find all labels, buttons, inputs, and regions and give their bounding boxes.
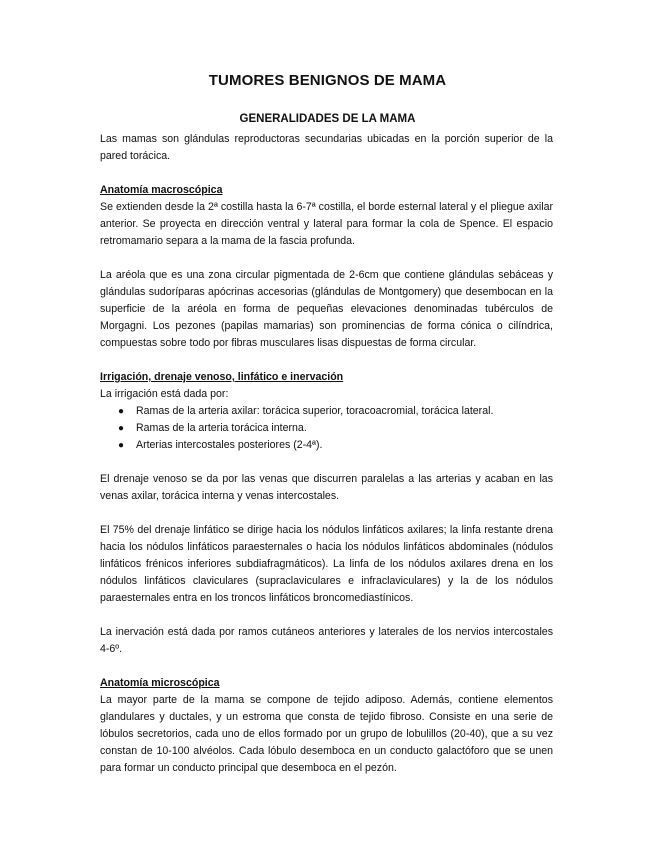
irrigacion-intro: La irrigación está dada por:: [100, 388, 229, 400]
heading-anatomia-macroscopica: Anatomía macroscópica: [100, 184, 223, 196]
drenaje-venoso-paragraph: El drenaje venoso se da por las venas que discurren paralelas a las arterias y acaban en las venas axilar, torácica interna y venas intercostales.: [100, 473, 553, 502]
list-item: ● Ramas de la arteria axilar: torácica superior, toracoacromial, torácica lateral.: [100, 403, 553, 420]
heading-irrigacion: Irrigación, drenaje venoso, linfático e inervación: [100, 371, 344, 383]
inervacion-paragraph: La inervación está dada por ramos cutáneos anteriores y laterales de los nervios intercostales 4-6º.: [100, 626, 553, 655]
intro-paragraph: Las mamas son glándulas reproductoras secundarias ubicadas en la porción superior de la pared torácica.: [100, 133, 553, 162]
bullet-icon: ●: [118, 423, 125, 434]
drenaje-linfatico-paragraph: El 75% del drenaje linfático se dirige hacia los nódulos linfáticos axilares; la linfa restante drena hacia los nódulos linfáticos paraesternales o hacia los nódulos linfáticos abdominales (nódulos linfáticos frénicos inferiores subdiafragmáticos). La linfa de los nódulos axilares drena en los nódulos linfáticos claviculares (supraclaviculares e infraclaviculares) y la de los nódulos paraesternales entra en los troncos linfáticos broncomediastínicos.: [100, 524, 553, 604]
section-title-generalidades: GENERALIDADES DE LA MAMA: [239, 113, 416, 125]
document-title: TUMORES BENIGNOS DE MAMA: [208, 72, 447, 89]
irrigacion-list: [100, 403, 553, 454]
bullet-icon: ●: [118, 440, 125, 451]
macro-paragraph-2: La aréola que es una zona circular pigmentada de 2-6cm que contiene glándulas sebáceas y glándulas sudoríparas apócrinas accesorias (glándulas de Montgomery) que desembocan en la superficie de la aréola en forma de pequeñas elevaciones denominadas tubérculos de Morgagni. Los pezones (papilas mamarias) son prominencias de forma cónica o cilíndrica, compuestas sobre todo por fibras musculares lisas dispuestas de forma circular.: [100, 269, 553, 349]
list-item: ● Ramas de la arteria torácica interna.: [100, 420, 553, 437]
macro-paragraph-1: Se extienden desde la 2ª costilla hasta la 6-7ª costilla, el borde esternal lateral y el pliegue axilar anterior. Se proyecta en dirección ventral y lateral para formar la cola de Spence. El espacio retromamario separa a la mama de la fascia profunda.: [100, 201, 553, 247]
list-item: ● Arterias intercostales posteriores (2-4ª).: [100, 437, 553, 454]
micro-paragraph-1: La mayor parte de la mama se compone de tejido adiposo. Además, contiene elementos glandulares y ductales, y un estroma que consta de tejido fibroso. Consiste en una serie de lóbulos secretorios, cada uno de ellos formado por un grupo de lobulillos (20-40), que a su vez constan de 10-100 alvéolos. Cada lóbulo desemboca en un conducto galactóforo que se unen para formar un conducto principal que desemboca en el pezón.: [100, 694, 553, 774]
heading-anatomia-microscopica: Anatomía microscópica: [100, 677, 220, 689]
bullet-icon: ●: [118, 406, 125, 417]
